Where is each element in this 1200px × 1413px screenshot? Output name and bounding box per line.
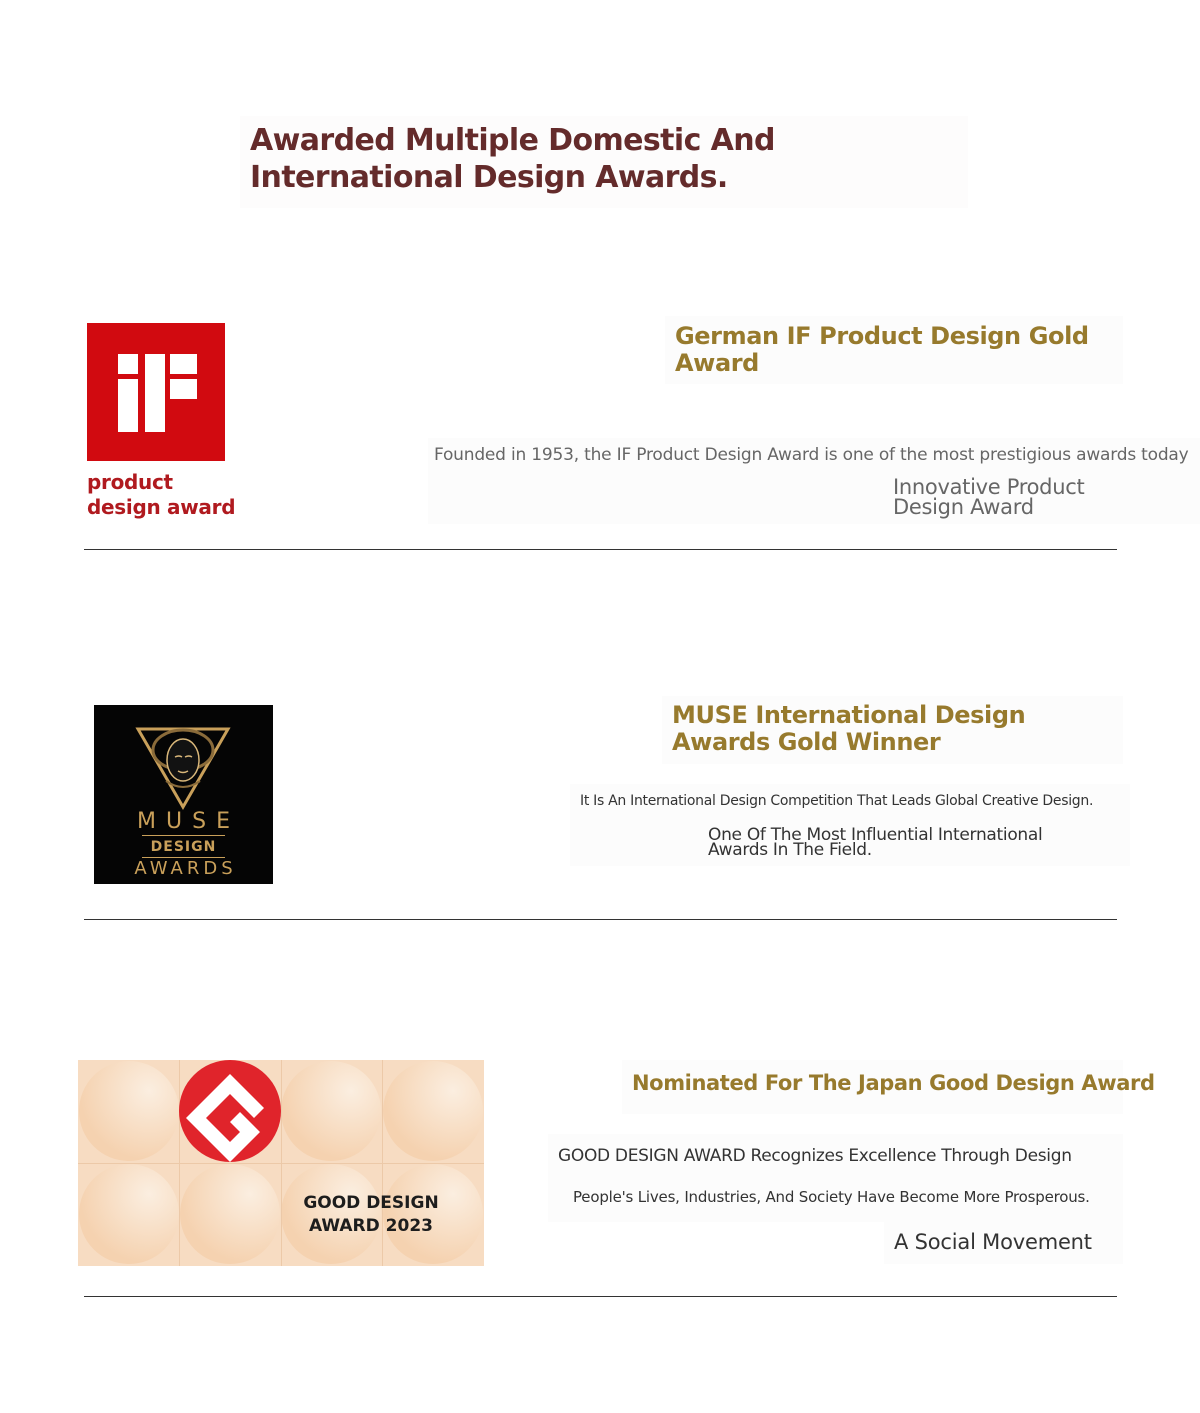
if-logo-square [87, 323, 225, 461]
muse-award-logo [94, 705, 273, 884]
award-tagline: Innovative Product Design Award [893, 475, 1085, 519]
section-divider [84, 549, 1117, 550]
section-divider [84, 1296, 1117, 1297]
award-title: MUSE International Design Awards Gold Winner [672, 701, 1026, 756]
muse-logo-awards: AWARDS [134, 858, 237, 879]
award-description: It Is An International Design Competition That Leads Global Creative Design. [580, 793, 1094, 809]
if-logo-text: product design award [87, 470, 236, 519]
good-design-award-logo [78, 1060, 484, 1266]
page-title: Awarded Multiple Domestic And International Design Awards. [250, 123, 775, 195]
award-title: Nominated For The Japan Good Design Award [632, 1071, 1155, 1095]
award-title: German IF Product Design Gold Award [675, 322, 1089, 377]
muse-logo-word: MUSE [137, 809, 240, 834]
award-tagline: A Social Movement [894, 1230, 1092, 1254]
muse-logo-design: DESIGN [150, 839, 217, 855]
award-description: GOOD DESIGN AWARD Recognizes Excellence Through Design [558, 1146, 1072, 1166]
section-divider [84, 919, 1117, 920]
g-mark-icon [178, 1060, 282, 1164]
if-award-logo [87, 323, 236, 523]
award-description-secondary: People's Lives, Industries, And Society Have Become More Prosperous. [573, 1188, 1090, 1206]
award-tagline: One Of The Most Influential International Awards In The Field. [708, 825, 1043, 860]
good-design-logo-text: GOOD DESIGN AWARD 2023 [303, 1193, 439, 1236]
award-description: Founded in 1953, the IF Product Design Award is one of the most prestigious awards today [434, 445, 1189, 465]
